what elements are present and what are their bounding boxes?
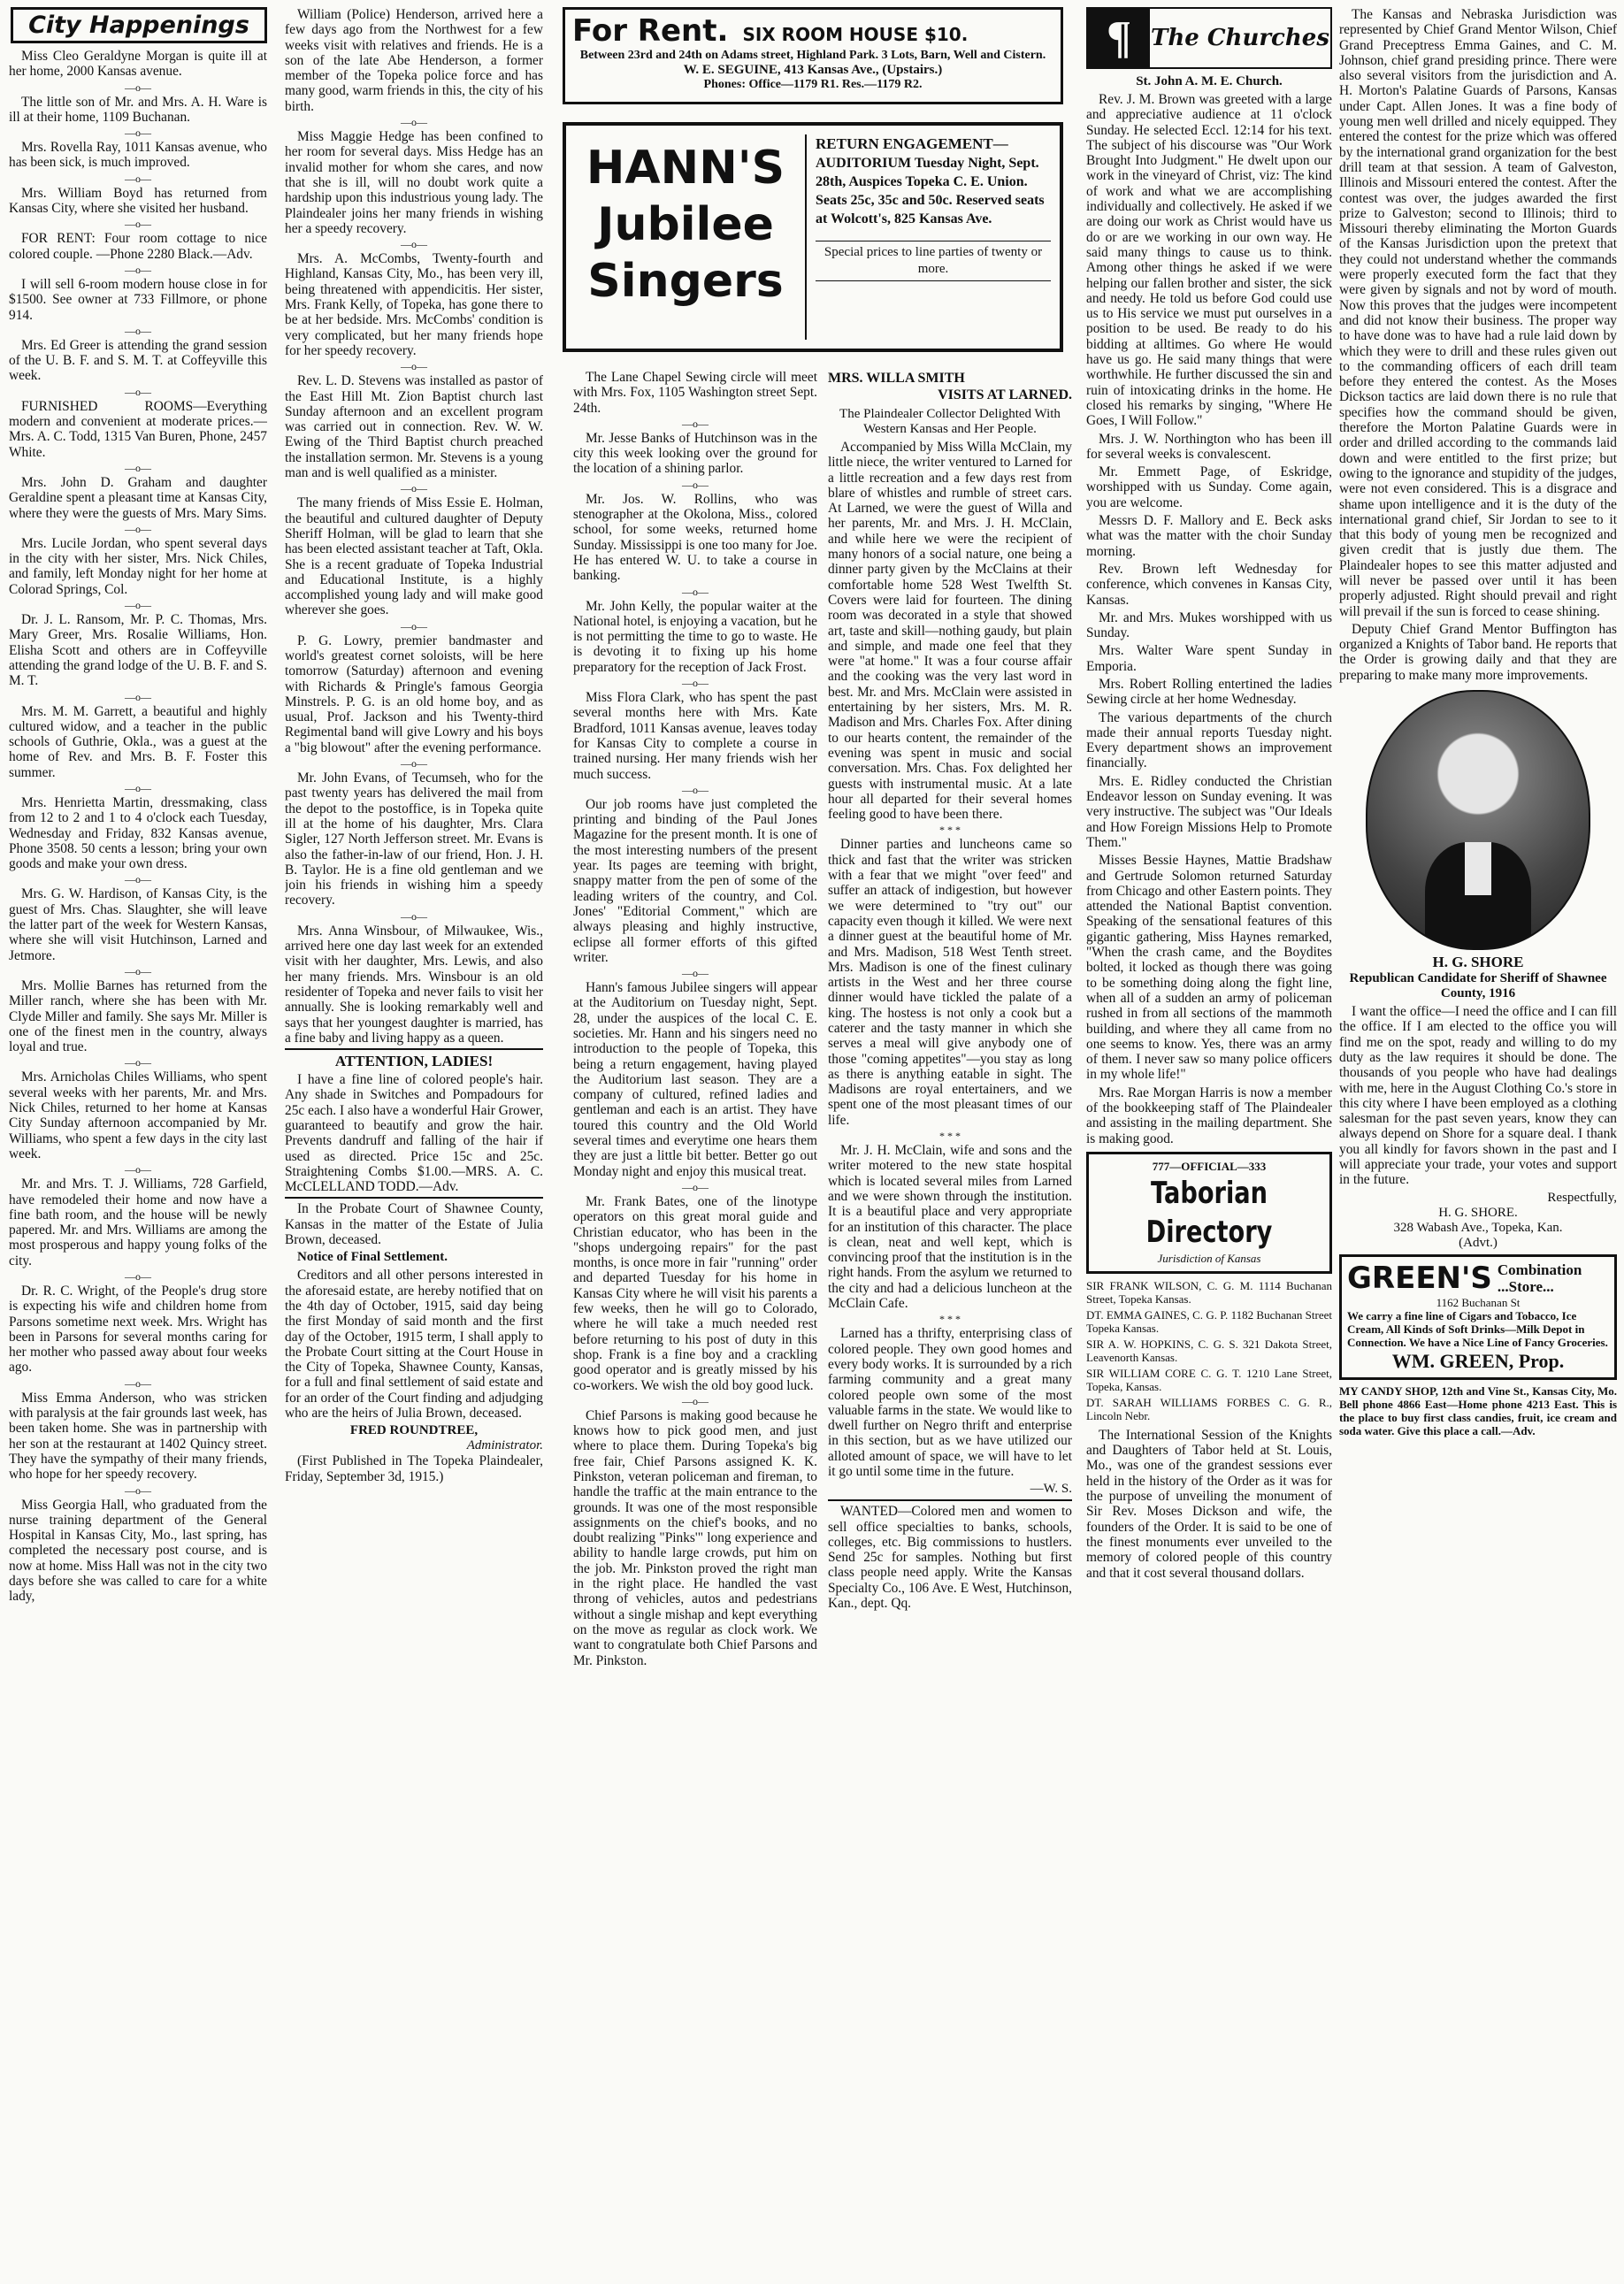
session-text: The International Session of the Knights and Daughters of Tabor held at St. Louis, Mo., was one of the grandest sessions ever held in the history of the Order as it was for the purpose of unveiling the monument of Sir Rev. Moses Dickson and wife, the founders of the Order. It is said to be one of the finest monuments ever unveiled to the memory of colored people of this country and that it cost several thousand dollars. <box>1086 1427 1332 1581</box>
directory-list <box>1086 1279 1332 1422</box>
probate-title: Notice of Final Settlement. <box>297 1250 448 1265</box>
news-item: Miss Flora Clark, who has spent the past several months here with Mrs. Kate Bradford, 1011 Kansas avenue, leaves today for Kansas City to complete a course in trained nursing. Her many friends wish her much success. <box>573 690 817 782</box>
rent-ad-title: For Rent. <box>572 13 729 49</box>
item-separator: —o— <box>125 964 151 977</box>
news-item: Mrs. Anna Winsbour, of Milwaukee, Wis., arrived here one day last week for an extended visit with her daughter, Mrs. Lewis, and also her many friends. Mrs. Winsbour is an old residenter of Topeka and never fails to visit her annually. She is looking remarkably well and says that her youngest daughter is married, has a fine baby and living happy as a queen. <box>285 923 543 1046</box>
item-separator: —o— <box>682 677 709 690</box>
item-separator: —o— <box>682 417 709 430</box>
item-separator: —o— <box>125 385 151 398</box>
churches-title: The Churches <box>1151 25 1329 51</box>
news-item: Mr. and Mrs. T. J. Williams, 728 Garfield, have remodeled their home and now have a fine bath room, and the house will be newly papered. Mr. and Mrs. Williams are among the most prosperous and happy young folks of the city. <box>9 1176 267 1268</box>
item-separator: —o— <box>125 1376 151 1390</box>
item-separator: —o— <box>401 360 427 373</box>
tabor-item: The Kansas and Nebraska Jurisdiction was represented by Chief Grand Mentor Wilson, Chief Grand Preceptress Emma Gaines, and C. M. Johnson, chief grand presiding prince. There were also several visitors from the jurisdiction and A. H. Morton's Palatine Guards of Parsons, Kansas under Capt. Allen Jones. It was a fine body of young men well drilled and nicely equipped. They entered the contest for the prize which was offered by the international grand organization for the best drill team at that session. A team of Galveston, Illinois and Missouri entered the contest. After the contest was over, the judges awarded the first prize to Galveston; second to Illinois; third to Missouri thereby eliminating the Morton Guards of the Kansas Jurisdiction upon the pretext that they could not understand whether the commands were properly executed form the fact that they were given by signals and not by word of mouth. Now this proves that the judges were incompetent and did not know their business. The proper way to have done was to have had a rule laid down by which they were to drill and these rules given out to the commanding officers of each drill team before they entered the contest. As the Moses Dickson tactics are laid down there is no rule that specifies how the command should be given, therefore the Morton Palatine Guards were in order and drilled according to the commands laid down and were entitled to the first prize; but owing to the ignorance and stupidity of the judges, were not even considered. This is a disgrace and shame upon intelligence and it is the duty of the international grand chief, Sir Jordan to see to it that this body of young men be recognized and given credit that is justly due them. The Plaindealer hopes to see this matter adjusted and will never be passed over until it has been properly adjusted. Right should prevail and right will prevail if the sun is forced to cease shining. <box>1339 7 1617 619</box>
column-1 <box>9 7 267 2280</box>
column-4 <box>828 370 1072 2272</box>
greens-name: GREEN'S <box>1347 1260 1492 1296</box>
attention-text: I have a fine line of colored people's hair. Any shade in Switches and Pompadours for 25c each. I also have a wonderful Hair Grower, guaranteed to beautify and grow the hair. Prevents dandruff and falling of the hair if used as directed. Price 15c and 25c. Straightening Combs $1.00.—MRS. A. C. McCLELLAND TODD.—Adv. <box>285 1072 543 1195</box>
news-item: Dr. J. L. Ransom, Mr. P. C. Thomas, Mrs. Mary Greer, Mrs. Rosalie Williams, Hon. Elisha Scott and others are in Coffeyville attending the grand lodge of the U. B. F. and S. M. T. <box>9 612 267 689</box>
candy-ad: MY CANDY SHOP, 12th and Vine St., Kansas City, Mo. Bell phone 4866 East—Home phone 4213 East. This is the place to buy first class candies, fruit, ice cream and soda water. Give this place a call.—Adv. <box>1339 1383 1617 1437</box>
item-separator: —o— <box>125 218 151 231</box>
item-separator: —o— <box>682 783 709 796</box>
church-item: Mrs. Rae Morgan Harris is now a member of the bookkeeping staff of The Plaindealer and assisting in the mailing department. She is making good. <box>1086 1085 1332 1146</box>
churches-masthead <box>1086 7 1332 69</box>
item-separator: —o— <box>125 781 151 794</box>
item-separator: —o— <box>401 116 427 129</box>
column-5 <box>1086 7 1332 2280</box>
greens-ad <box>1339 1254 1617 1380</box>
tabor-item: Deputy Chief Grand Mentor Buffington has organized a Knights of Tabor band. He reports that the Order is growing daily and that they are preparing to make many more improvements. <box>1339 621 1617 683</box>
news-item: I will sell 6-room modern house close in for $1500. See owner at 733 Fillmore, or phone 914. <box>9 276 267 323</box>
item-separator: —o— <box>125 263 151 276</box>
news-item: FURNISHED ROOMS—Everything modern and convenient at moderate prices.—Mrs. A. C. Todd, 1315 Van Buren, Phone, 2457 White. <box>9 398 267 460</box>
directory-sub: Jurisdiction of Kansas <box>1157 1251 1261 1265</box>
news-item: William (Police) Henderson, arrived here a few days ago from the Northwest for a few weeks visit with relatives and friends. He is a son of the late Abe Henderson, a former member of the Topeka police force and has many good, warm friends in this, the city of his birth. <box>285 7 543 114</box>
directory-header: 777—OFFICIAL—333 <box>1152 1159 1267 1173</box>
probate-pub: (First Published in The Topeka Plaindealer, Friday, September 3d, 1915.) <box>285 1453 543 1484</box>
probate-text: Creditors and all other persons interested in the aforesaid estate, are hereby notified that on the 4th day of October, 1915, said day being the first Monday of said month and the first day of the October, 1915 term, I shall apply to the Probate Court sitting at the Court House in the City of Topeka, Shawnee County, Kansas, for a full and final settlement of said estate and for an order of the Court finding and adjudging who are the heirs of Julia Brown, deceased. <box>285 1268 543 1422</box>
news-item: Hann's famous Jubilee singers will appear at the Auditorium on Tuesday night, Sept. 28, under the auspices of the local C. E. societies. Mr. Hann and his singers need no introduction to the people of Topeka, this being a return engagement, having played the Auditorium last season. They are a company of cultured, refined ladies and gentleman and each is an artist. They have toured this country and the Old World several times and everytime one hears them they are just a little bit better. Better go out Monday night and enjoy this musical treat. <box>573 980 817 1179</box>
taborian-directory <box>1086 1152 1332 1274</box>
portrait <box>1366 690 1590 950</box>
column-6 <box>1339 7 1617 2280</box>
news-item: Mrs. Rovella Ray, 1011 Kansas avenue, who has been sick, is much improved. <box>9 140 267 171</box>
greens-tag-1: Combination <box>1497 1261 1582 1278</box>
news-item: Mrs. M. M. Garrett, a beautiful and highly cultured widow, and a teacher in the public schools of Guthrie, Okla., was a guest at the home of Rev. and Mrs. B. F. Foster this summer. <box>9 703 267 780</box>
article-paragraph: Mr. J. H. McClain, wife and sons and the writer motered to the new state hospital which is located several miles from Larned and we were shown through the institution. It is a beautiful place and very appropriate for an institution of this character. The place is clean, neat and well kept, which is convincing proof that the institution is in the right hands. From the asylum we returned to the city and had a delicious luncheon at the McClain Cafe. <box>828 1143 1072 1312</box>
item-separator: —o— <box>125 126 151 140</box>
news-item: Mrs. Mollie Barnes has returned from the Miller ranch, where she has been with Mr. Clyde Miller and family. She says Mr. Miller is one of the finest men in the country, always loyal and true. <box>9 977 267 1055</box>
church-item: Rev. J. M. Brown was greeted with a large and appreciative audience at 11 o'clock Sunday. He selected Eccl. 12:14 for his text. The subject of his discourse was "Our Work Brought Into Judgment." He dwelt upon our work in the vineyard of Christ, viz: The kind of work and what we are accomplishing individually and collectively. He asked if we are doing our work as Christ would have us do or are we working in our own way. He said many things to cause us to think. Among other things he asked if we were helping our fallen brother and sister, the sick and needy. He told us before God could use us to His service we must put ourselves in a position to be used. Be ready to do his bidding at alltimes. Go where He would have us go. He said many things that were worthwhile. He further discussed the sin and ruin of intoxicating drinks in the home. He closed his remarks by singing, "Where He Goes, I Will Follow." <box>1086 92 1332 429</box>
article-body <box>828 440 1072 1479</box>
item-separator: —o— <box>682 1180 709 1193</box>
shore-adv: (Advt.) <box>1459 1235 1498 1250</box>
news-item: Dr. R. C. Wright, of the People's drug store is expecting his wife and children home from Parsons sometime next week. Mrs. Wright has been in Parsons for several months caring for her mother who passed away about four weeks ago. <box>9 1284 267 1376</box>
news-item: Mrs. John D. Graham and daughter Geraldine spent a pleasant time at Kansas City, where they were the guests of Mrs. Mary Sims. <box>9 474 267 521</box>
news-item: The many friends of Miss Essie E. Holman, the beautiful and cultured daughter of Deputy Sheriff Holman, will be glad to learn that she has been elected assistant teacher at Taft, Okla. She is a recent graduate of Topeka Industrial and Educational Institute, is a highly accomplished young lady and will make good wherever she goes. <box>285 495 543 618</box>
church-item: Mrs. Walter Ware spent Sunday in Emporia. <box>1086 643 1332 674</box>
column-2 <box>285 7 543 2280</box>
article-paragraph: Dinner parties and luncheons came so thick and fast that the writer was stricken with a fear that we might "over feed" and suffer an attack of indigestion, but however we were determined to "try out" our capacity even though it killed. We were next a dinner guest at the beautiful home of Mr. and Mrs. Madison, 518 West Tenth street. Mrs. Madison is one of the finest culinary artists in the West and her three course dinner would have tickled the palate of a king. The hostess is not only a cook but a caterer and the tasty manner in which she serves a meal will give anybody one of those "coming appetites"—you stay as long as there is anything eatable in sight. The Madisons are royal entertainers, and we spent one of the most pleasant times of our life. <box>828 837 1072 1128</box>
item-separator: —o— <box>682 967 709 980</box>
article-title-2: VISITS AT LARNED. <box>938 387 1072 402</box>
item-separator: —o— <box>125 461 151 474</box>
article-sign: —W. S. <box>1030 1482 1072 1497</box>
church-item: Mr. Emmett Page, of Eskridge, worshipped with us Sunday. Come again, you are welcome. <box>1086 464 1332 510</box>
portrait-name: H. G. SHORE <box>1432 954 1524 971</box>
item-separator: —o— <box>401 757 427 770</box>
wanted-ad: WANTED—Colored men and women to sell office specialties to banks, schools, colleges, etc. Big commissions to hustlers. Send 25c for samples. Nothing but first class people need apply. Write the Kansas Specialty Co., 106 Ave. E West, Hutchinson, Kan., dept. Qq. <box>828 1504 1072 1612</box>
news-item: P. G. Lowry, premier bandmaster and world's greatest cornet soloists, will be here tomorrow (Saturday) afternoon and evening with Richards & Pringle's famous Georgia Minstrels. P. G. is an old home boy, and as usual, Prof. Jackson and his Twenty-third Regimental band will give Lowry and his boys a "big blowout" after the evening performance. <box>285 632 543 755</box>
news-item: Miss Cleo Geraldyne Morgan is quite ill at her home, 2000 Kansas avenue. <box>9 49 267 80</box>
church-item: Mrs. J. W. Northington who has been ill for several weeks is convalescent. <box>1086 431 1332 462</box>
news-item: Miss Emma Anderson, who was stricken with paralysis at the fair grounds last week, has been taken home. She was in partnership with her son at the restaurant at 1402 Quincy street. They have the sympathy of their many friends, who hope for her speedy recovery. <box>9 1390 267 1483</box>
masthead-title: City Happenings <box>28 11 249 39</box>
church-item: The various departments of the church made their annual reports Tuesday night. Every department shows an improvement financially. <box>1086 709 1332 771</box>
church-item: Rev. Brown left Wednesday for conference, which convenes in Kansas City, Kansas. <box>1086 561 1332 608</box>
church-subtitle: St. John A. M. E. Church. <box>1136 74 1283 88</box>
item-separator: —o— <box>125 873 151 886</box>
news-item: Chief Parsons is making good because he knows how to pick good men, and just where to place them. During Topeka's big free fair, Chief Parsons assigned K. K. Pinkston, veteran policeman and fireman, to handle the traffic at the main entrance to the grounds. It was one of the most responsible assignments on the chief's books, and no doubt realizing "Pinks'" long experience and ability to handle large crowds, put him on the job. Mr. Pinkston proved the right man in the right place. He handled the vast throng of vehicles, autos and pedestrians without a single mishap and kept everything on the move as regular as clock work. We want to congratulate both Chief Parsons and Mr. Pinkston. <box>573 1407 817 1668</box>
item-separator: —o— <box>125 599 151 612</box>
shore-text: I want the office—I need the office and I can fill the office. If I am elected to the office you will find me on the spot, ready and willing to do my duty as the law requires it should be done. The thousands of you people who have had dealings with me, here in the August Clothing Co.'s store in this city where I have been employed as a clothing salesman for the past seven years, know they can always depend on Shore for a square deal. I thank you all kindly for favors shown in the past and I will appreciate your trade, your votes and support in the future. <box>1339 1004 1617 1188</box>
item-separator: —o— <box>125 324 151 337</box>
news-item: Mrs. Lucile Jordan, who spent several days in the city with her sister, Mrs. Nick Chiles, and family, left Monday night for her home at Colorad Springs, Col. <box>9 535 267 597</box>
news-item: Mr. Frank Bates, one of the linotype operators on this great moral guide and Christian educator, who has been in the "shops undergoing repairs" for the past months, is once more in fair "running" order and departed Tuesday for his home in Kansas City where he will visit his parents a few weeks, then he will go to Colorado, where he will take a much needed rest before returning to his post of duty in this shop. Frank is a fine boy and a crackling good operator and is greatly missed by his co-workers. We wish the old boy good luck. <box>573 1193 817 1393</box>
news-item: Our job rooms have just completed the printing and binding of the Paul Jones Magazine for the present month. It is one of the most interesting numbers of the present year. Its pages are teeming with bright, snappy matter from the pen of some of the leading writers of the country, and Col. Jones' "Editorial Comment," which are always pleasing and highly instructive, eclipse all former efforts of this gifted writer. <box>573 796 817 965</box>
item-separator: —o— <box>401 619 427 632</box>
greens-address: 1162 Buchanan St <box>1436 1295 1521 1309</box>
shore-name: H. G. SHORE. <box>1438 1205 1518 1220</box>
column-1-items <box>9 49 267 1605</box>
news-item: Mr. John Evans, of Tecumseh, who for the past twenty years has delivered the mail from the depot to the postoffice, is in Topeka quite ill at the home of his daughter, Mrs. Clara Sigler, 127 North Jefferson street. Mr. Evans is also the father-in-law of our friend, Hon. J. H. B. Taylor. He is a fine old gentleman and we join his friends in wishing him a speedy recovery. <box>285 770 543 908</box>
item-separator: —o— <box>125 172 151 185</box>
news-item: Mrs. Henrietta Martin, dressmaking, class from 12 to 2 and 1 to 4 o'clock each Tuesday, Wednesday and Friday, 832 Kansas avenue, Phone 3508. 50 cents a lesson; bring your own goods and make your own dress. <box>9 794 267 872</box>
news-item: Miss Georgia Hall, who graduated from the nurse training department of the General Hospital in Kansas City, Mo., last spring, has completed the necessary post course, and is now at home. Miss Hall was not in the city two days before she was called to care for a white lady, <box>9 1497 267 1605</box>
item-separator: —o— <box>125 690 151 703</box>
attention-title: ATTENTION, LADIES! <box>334 1053 494 1070</box>
greens-prop: WM. GREEN, Prop. <box>1391 1349 1565 1372</box>
item-separator: —o— <box>125 1270 151 1283</box>
hann-name-2: Jubilee <box>597 198 774 251</box>
article-paragraph: Accompanied by Miss Willa McClain, my little niece, the writer ventured to Larned for a little recreation and a few days rest from blare of whistles and rumble of street cars. At Larned, we were the guest of Willa and her parents, Mr. and Mrs. J. H. McClain, and while here we were the recipient of many honors of a social nature, one being a dinner party given by the McClains at their comfortable home 528 West Twelfth St. Covers were laid for fourteen. The dining room was decorated in a style that showed art, taste and skill—nothing gaudy, but plain and simple, and made one feel that they were "at home." It was a four course affair and the cooking was the very last word in best. Mr. and Mrs. McClain were assisted in entertaining by her sisters, Mrs. M. R. Madison and Mrs. Charles Fox. After dining to our hearts content, the remainder of the evening was spent in music and social conversation. Mrs. Chas. Fox delighted her guests with instrumental music. At a late hour all departed for their several homes feeling good to have been there. <box>828 440 1072 823</box>
shore-address: 328 Wabash Ave., Topeka, Kan. <box>1393 1220 1563 1235</box>
article-subtitle: The Plaindealer Collector Delighted With Western Kansas and Her People. <box>839 407 1061 436</box>
greens-tag-2: ...Store... <box>1497 1277 1554 1295</box>
hann-special: Special prices to line parties of twenty or more. <box>816 241 1051 281</box>
directory-entry: SIR A. W. HOPKINS, C. G. S. 321 Dakota Street, Leavenorth Kansas. <box>1086 1337 1332 1364</box>
news-item: Miss Maggie Hedge has been confined to her room for several days. Miss Hedge has an invalid mother for whom she cares, and now that she is ill, will no doubt work quite a hardship upon this industrious young lady. The Plaindealer joins her many friends in wishing her a speedy recovery. <box>285 129 543 236</box>
stars-separator: * * * <box>939 824 961 837</box>
news-item: The Lane Chapel Sewing circle will meet with Mrs. Fox, 1105 Washington street Sept. 24th. <box>573 370 817 416</box>
rent-ad-line3: Phones: Office—1179 R1. Res.—1179 R2. <box>703 78 923 91</box>
rent-ad-line1: Between 23rd and 24th on Adams street, Highland Park. 3 Lots, Barn, Well and Cistern. <box>579 49 1046 62</box>
news-item: The little son of Mr. and Mrs. A. H. Ware is ill at their home, 1109 Buchanan. <box>9 94 267 125</box>
item-separator: —o— <box>401 482 427 495</box>
divider <box>285 1048 543 1050</box>
church-item: Messrs D. F. Mallory and E. Beck asks what was the matter with the choir Sunday morning. <box>1086 513 1332 559</box>
church-item: Mrs. E. Ridley conducted the Christian Endeavor lesson on Sunday evening. It was very instructive. The subject was "Our Ideals and How Foreign Missions Help to Promote Them." <box>1086 773 1332 850</box>
item-separator: —o— <box>125 522 151 535</box>
rent-ad-line2: W. E. SEGUINE, 413 Kansas Ave., (Upstairs.) <box>683 63 943 77</box>
article-title: MRS. WILLA SMITH <box>828 371 965 386</box>
church-item: Mr. and Mrs. Mukes worshipped with us Sunday. <box>1086 609 1332 641</box>
news-item: Mr. Jos. W. Rollins, who was stenographer at the Okolona, Miss., colored school, for some weeks, returned home Sunday. Mississippi is one too many for Joe. He has entered W. U. to take a course in banking. <box>573 491 817 584</box>
directory-entry: DT. SARAH WILLIAMS FORBES C. G. R., Lincoln Nebr. <box>1086 1395 1332 1422</box>
column-2-items <box>285 7 543 1046</box>
news-item: FOR RENT: Four room cottage to nice colored couple. —Phone 2280 Black.—Adv. <box>9 231 267 262</box>
article-paragraph: Larned has a thrifty, enterprising class of colored people. They own good homes and every body works. It is surrounded by a rich farming community and a great many colored people own some of the most valuable farms in the state. We would like to dwell further on Negro thrift and enterprise in this section, but as we have utilized our alloted amount of space, we will have to let it go until some time in the future. <box>828 1326 1072 1479</box>
item-separator: —o— <box>682 478 709 491</box>
probate-role: Administrator. <box>466 1438 543 1453</box>
column-3 <box>573 370 817 2272</box>
stars-separator: * * * <box>939 1130 961 1143</box>
church-item: Mrs. Robert Rolling entertined the ladies Sewing circle at her home Wednesday. <box>1086 676 1332 708</box>
item-separator: —o— <box>401 909 427 923</box>
church-items <box>1086 92 1332 1146</box>
item-separator: —o— <box>125 1483 151 1497</box>
item-separator: —o— <box>125 1056 151 1069</box>
hann-ad <box>563 122 1063 352</box>
portrait-caption: Republican Candidate for Sheriff of Shawnee County, 1916 <box>1349 971 1607 1001</box>
news-item: Mr. Jesse Banks of Hutchinson was in the city this week looking over the ground for the location of a shining parlor. <box>573 430 817 477</box>
greens-text: We carry a fine line of Cigars and Tobacco, Ice Cream, All Kinds of Soft Drinks—Milk Depot in Connection. We have a Nice Line of Fancy Groceries. <box>1347 1308 1608 1349</box>
hann-return: RETURN ENGAGEMENT— <box>816 135 1008 152</box>
item-separator: —o— <box>125 80 151 94</box>
news-item: Mrs. A. McCombs, Twenty-fourth and Highland, Kansas City, Mo., has been very ill, being threatened with appendicitis. Her sister, Mrs. Frank Kelly, of Topeka, has gone there to be at her bedside. Mrs. McCombs' condition is very complicated, but her many friends hope for her speedy recovery. <box>285 251 543 358</box>
item-separator: —o— <box>125 1163 151 1176</box>
probate-intro: In the Probate Court of Shawnee County, Kansas in the matter of the Estate of Julia Brown, deceased. <box>285 1201 543 1248</box>
news-item: Mrs. G. W. Hardison, of Kansas City, is the guest of Mrs. Chas. Slaughter, she will leave the latter part of the week for Western Kansas, where she will visit Hutchinson, Larned and Jetmore. <box>9 886 267 963</box>
shore-sign: Respectfully, <box>1547 1190 1617 1205</box>
column-6-items <box>1339 7 1617 683</box>
hann-detail: AUDITORIUM Tuesday Night, Sept. 28th, Auspices Topeka C. E. Union. Seats 25c, 35c and 50c. Reserved seats at Wolcott's, 825 Kansas Ave. <box>816 156 1045 226</box>
hann-name-1: HANN'S <box>586 142 785 195</box>
rent-ad-headline: SIX ROOM HOUSE $10. <box>742 24 969 45</box>
directory-entry: SIR FRANK WILSON, C. G. M. 1114 Buchanan Street, Topeka Kansas. <box>1086 1278 1332 1306</box>
churches-emblem: ¶ <box>1088 9 1150 67</box>
news-item: Mrs. William Boyd has returned from Kansas City, where she visited her husband. <box>9 185 267 217</box>
column-3-items <box>573 370 817 1668</box>
divider <box>285 1197 543 1199</box>
rent-ad <box>563 7 1063 104</box>
probate-sign: FRED ROUNDTREE, <box>349 1423 479 1438</box>
hann-name-3: Singers <box>587 255 784 308</box>
directory-entry: SIR WILLIAM CORE C. G. T. 1210 Lane Street, Topeka, Kansas. <box>1086 1366 1332 1393</box>
church-item: Misses Bessie Haynes, Mattie Bradshaw and Gertrude Solomon returned Saturday from Chicago and other Eastern points. They attended the National Baptist convention. Speaking of the sensational features of this gigantic gathering, Miss Haynes remarked, "When the crash came, and the Boydites bolted, it locked as though there was going to be something doing along the fight line, when all of a sudden an army of policeman rushed in from all sections of the mammoth building, and where they all came from no one seems to know. Yes, there was an army of them. I never saw so many police officers in my whole life!" <box>1086 853 1332 1083</box>
item-separator: —o— <box>682 1394 709 1407</box>
news-item: Mrs. Arnicholas Chiles Williams, who spent several weeks with her parents, Mr. and Mrs. Nick Chiles, returned to her home at Kansas City Sunday afternoon accompanied by Mr. Williams, who spent a few days in the city last week. <box>9 1069 267 1161</box>
news-item: Mr. John Kelly, the popular waiter at the National hotel, is enjoying a vacation, but he is not permitting the time to go to waste. He is devoting it to fixing up his home preparatory for the reception of Jack Frost. <box>573 598 817 675</box>
hann-ad-name <box>575 134 796 340</box>
directory-entry: DT. EMMA GAINES, C. G. P. 1182 Buchanan Street Topeka Kansas. <box>1086 1307 1332 1335</box>
stars-separator: * * * <box>939 1313 961 1326</box>
directory-title: Taborian Directory <box>1145 1175 1273 1250</box>
divider <box>828 1499 1072 1501</box>
city-happenings-masthead <box>11 7 267 43</box>
item-separator: —o— <box>401 238 427 251</box>
news-item: Rev. L. D. Stevens was installed as pastor of the East Hill Mt. Zion Baptist church last Sunday afternoon and an excellent program was carried out in connection. Rev. W. W. Ewing of the Third Baptist church preached the installation sermon. Mr. Stevens is a young man and is well qualified as a minister. <box>285 373 543 481</box>
item-separator: —o— <box>682 585 709 598</box>
news-item: Mrs. Ed Greer is attending the grand session of the U. B. F. and S. M. T. at Coffeyville this week. <box>9 337 267 384</box>
